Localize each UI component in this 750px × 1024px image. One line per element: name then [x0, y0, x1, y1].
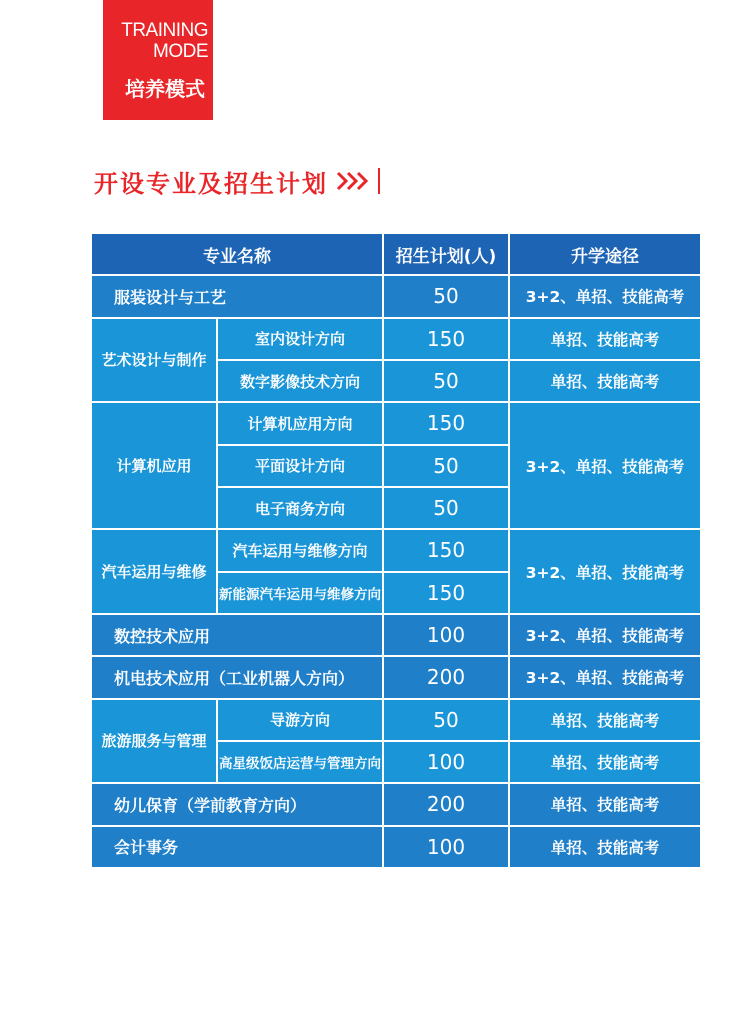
major-cell: 机电技术应用（工业机器人方向）: [91, 656, 383, 698]
table-row: [91, 656, 701, 698]
table-row: [91, 275, 701, 317]
table-row: [91, 783, 701, 825]
badge-title-line2: MODE: [153, 41, 208, 62]
header-path: 升学途径: [509, 233, 701, 275]
badge-title-line1: TRAINING: [121, 20, 208, 41]
major-cell: 幼儿保育（学前教育方向）: [91, 783, 383, 825]
sub-major-cell: 导游方向: [217, 699, 383, 741]
path-cell: 3+2、单招、技能高考: [509, 614, 701, 656]
plan-cell: 50: [383, 487, 509, 529]
table-header-row: [91, 233, 701, 275]
path-cell: 3+2、单招、技能高考: [509, 529, 701, 614]
major-cell: 服装设计与工艺: [91, 275, 383, 317]
plan-cell: 100: [383, 741, 509, 783]
double-chevron-right-icon: [336, 170, 370, 192]
plan-cell: 50: [383, 275, 509, 317]
group-cell: 汽车运用与维修: [91, 529, 217, 614]
path-cell: 3+2、单招、技能高考: [509, 656, 701, 698]
path-cell: 单招、技能高考: [509, 826, 701, 868]
sub-major-cell: 平面设计方向: [217, 445, 383, 487]
header-major: 专业名称: [91, 233, 383, 275]
major-cell: 会计事务: [91, 826, 383, 868]
plan-cell: 50: [383, 445, 509, 487]
plan-cell: 50: [383, 360, 509, 402]
section-title: 开设专业及招生计划: [94, 169, 328, 198]
sub-major-cell: 电子商务方向: [217, 487, 383, 529]
group-cell: 旅游服务与管理: [91, 699, 217, 784]
table-row: [91, 402, 701, 444]
table-row: [91, 699, 701, 741]
badge-title-cn: 培养模式: [125, 77, 205, 101]
plan-cell: 150: [383, 572, 509, 614]
path-cell: 3+2、单招、技能高考: [509, 275, 701, 317]
path-cell: 单招、技能高考: [509, 360, 701, 402]
plan-cell: 100: [383, 614, 509, 656]
path-cell: 单招、技能高考: [509, 699, 701, 741]
plan-cell: 100: [383, 826, 509, 868]
sub-major-cell: 室内设计方向: [217, 318, 383, 360]
plan-cell: 200: [383, 656, 509, 698]
sub-major-cell: 数字影像技术方向: [217, 360, 383, 402]
section-heading: [94, 164, 380, 198]
table-row: [91, 318, 701, 360]
table-row: [91, 826, 701, 868]
group-cell: 艺术设计与制作: [91, 318, 217, 403]
major-cell: 数控技术应用: [91, 614, 383, 656]
plan-cell: 150: [383, 402, 509, 444]
training-mode-badge: [103, 0, 213, 120]
plan-cell: 50: [383, 699, 509, 741]
sub-major-cell: 汽车运用与维修方向: [217, 529, 383, 571]
plan-cell: 150: [383, 318, 509, 360]
path-cell: 单招、技能高考: [509, 783, 701, 825]
plan-cell: 200: [383, 783, 509, 825]
sub-major-cell: 高星级饭店运营与管理方向: [217, 741, 383, 783]
path-cell: 单招、技能高考: [509, 318, 701, 360]
sub-major-cell: 新能源汽车运用与维修方向: [217, 572, 383, 614]
group-cell: 计算机应用: [91, 402, 217, 529]
path-cell: 3+2、单招、技能高考: [509, 402, 701, 529]
enrollment-plan-table: [90, 232, 702, 869]
sub-major-cell: 计算机应用方向: [217, 402, 383, 444]
table-row: [91, 529, 701, 571]
path-cell: 单招、技能高考: [509, 741, 701, 783]
plan-cell: 150: [383, 529, 509, 571]
title-divider: [378, 168, 380, 194]
header-plan: 招生计划(人): [383, 233, 509, 275]
table-row: [91, 614, 701, 656]
